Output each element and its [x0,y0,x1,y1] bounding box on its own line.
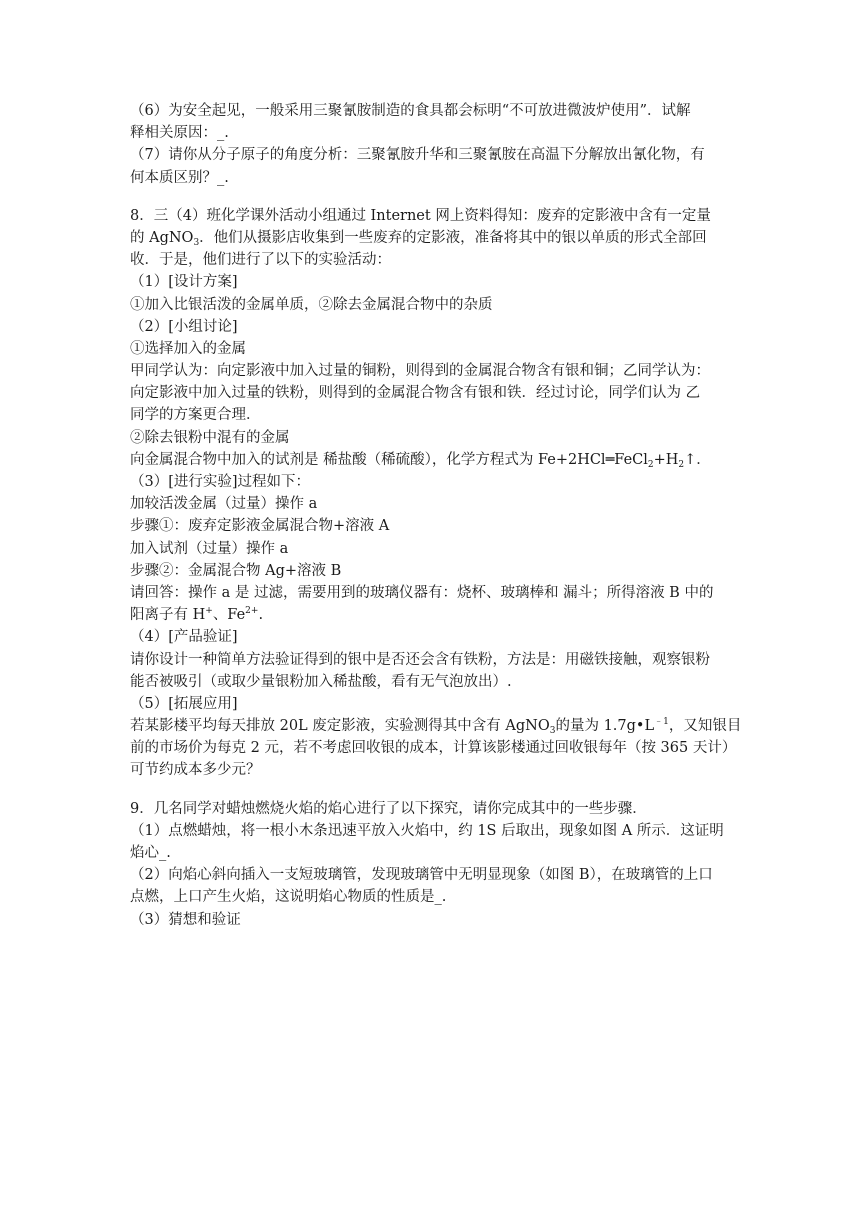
q8-step1-annotation: 加较活泼金属（过量）操作 a [130,496,318,513]
q8-section-experiment: （3）[进行实验]过程如下： [130,474,311,490]
q8-section-discussion: （2）[小组讨论] [130,318,238,335]
q8-discussion-line2: 向定影液中加入过量的铁粉，则得到的金属混合物含有银和铁．经过讨论，同学们认为 乙 [130,385,701,402]
q8-step2-annotation: 加入试剂（过量）操作 a [130,540,289,557]
q8-answer-line1: 请回答：操作 a 是 过滤，需要用到的玻璃仪器有：烧杯、玻璃棒和 漏斗；所得溶液 B 中的 [130,584,714,601]
q8-section-verification: （4）[产品验证] [130,629,238,646]
q9-part2-line1: （2）向焰心斜向插入一支短玻璃管，发现玻璃管中无明显现象（如图 B），在玻璃管的上口 [130,867,713,884]
question-gap [130,782,730,798]
q8-discussion-line3: 同学的方案更合理． [130,407,261,424]
q8-application-line2: 前的市场价为每克 2 元，若不考虑回收银的成本，计算该影楼通过回收银每年（按 365 天计） [130,740,737,757]
q7-part7-line2: 何本质区别？_. [130,169,229,186]
q8-discussion-line1: 甲同学认为：向定影液中加入过量的铜粉，则得到的金属混合物含有银和铜；乙同学认为： [130,363,710,380]
q9-part1-line2: 焰心_. [130,845,171,861]
q9-part1-line1: （1）点燃蜡烛，将一根小木条迅速平放入火焰中，约 1S 后取出，现象如图 A 所示．这证明 [130,822,724,839]
q9-part3: （3）猜想和验证 [130,911,241,928]
question-gap [130,189,730,205]
q8-application-line1: 若某影楼平均每天排放 20L 废定影液，实验测得其中含有 AgNO$_3$的量为 $1.7g•L^{﹣1}$，又知银目 [130,717,742,737]
q8-step1: 步骤①：废弃定影液金属混合物+溶液 A [130,518,390,535]
q8-intro-line1: 8．三（4）班化学课外活动小组通过 Internet 网上资料得知：废弃的定影液中含有一定量 [130,207,711,224]
q8-intro-line3: 收．于是，他们进行了以下的实验活动： [130,252,391,269]
q8-equation-line: 向金属混合物中加入的试剂是 稀盐酸（稀硫酸），化学方程式为 $Fe+2HCl═FeCl_2+H_2↑$． [130,451,711,470]
q8-verification-line1: 请你设计一种简单方法验证得到的银中是否还会含有铁粉，方法是：用磁铁接触，观察银粉 [130,651,710,668]
q8-discussion-item1: ①选择加入的金属 [130,340,246,357]
q7-part6-line2: 释相关原因：_. [130,125,229,142]
q8-intro-line2: 的 AgNO$_3$．他们从摄影店收集到一些废弃的定影液，准备将其中的银以单质的形式全部回 [130,229,707,248]
q8-answer-line2: 阳离子有 H+、$Fe^{2+}$. [130,606,264,624]
q9-part2-line2: 点燃，上口产生火焰，这说明焰心物质的性质是_. [130,889,447,906]
document-page [130,100,742,931]
q7-part7-line1: （7）请你从分子原子的角度分析：三聚氰胺升华和三聚氰胺在高温下分解放出氰化物，有 [130,147,705,164]
q8-application-line3: 可节约成本多少元？ [130,762,261,779]
q8-verification-line2: 能否被吸引（或取少量银粉加入稀盐酸，看有无气泡放出）. [130,673,512,690]
q8-discussion-item2: ②除去银粉中混有的金属 [130,429,290,446]
q8-design-text: ①加入比银活泼的金属单质，②除去金属混合物中的杂质 [130,296,493,313]
q8-section-design: （1）[设计方案] [130,274,238,291]
q7-part6-line1: （6）为安全起见，一般采用三聚氰胺制造的食具都会标明“不可放进微波炉使用”．试解 [130,103,691,119]
q9-intro: 9．几名同学对蜡烛燃烧火焰的焰心进行了以下探究，请你完成其中的一些步骤． [130,800,647,817]
q8-section-application: （5）[拓展应用] [130,695,238,712]
q8-step2: 步骤②：金属混合物 Ag+溶液 B [130,562,342,579]
